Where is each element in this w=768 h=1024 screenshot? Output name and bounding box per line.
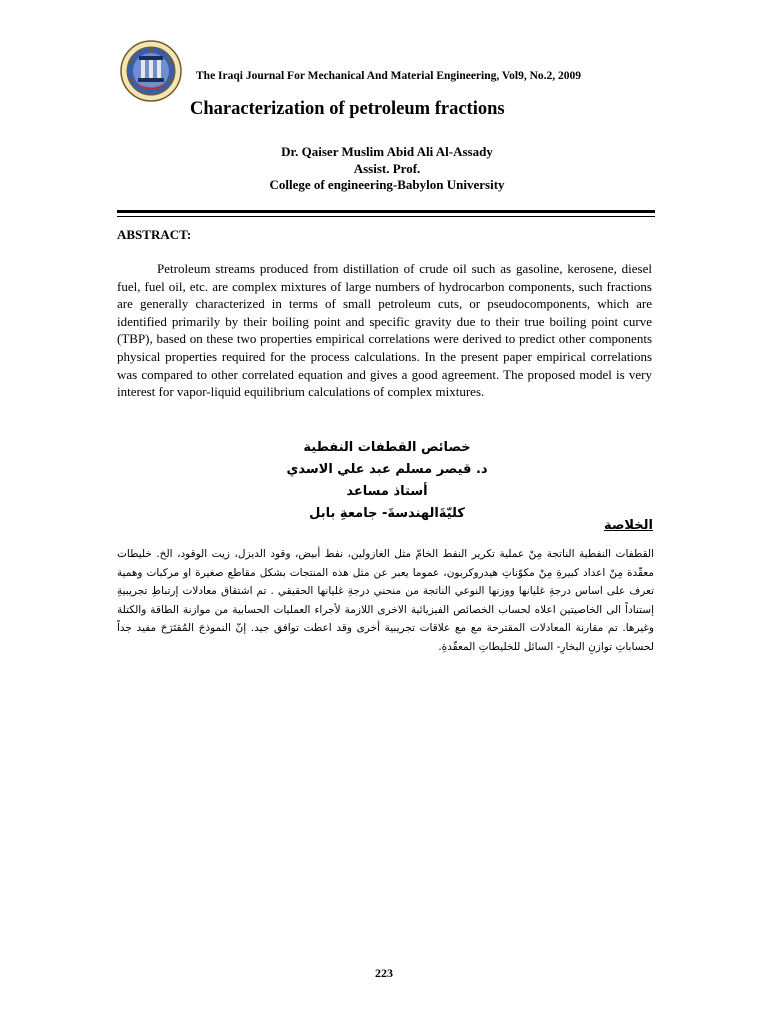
paper-title: Characterization of petroleum fractions — [190, 99, 505, 119]
arabic-affiliation: كليّةَالهندسةَ- جامعةِ بابل — [309, 506, 465, 521]
arabic-position: أستاذ مساعد — [346, 484, 428, 499]
arabic-summary-text: القطفات النفطية الناتجة مِنْ عملية تكرير النفط الخامّ مثل الغازولين، نفط أبيض، وقود الديزل، زيت الوقود، الخ. خليطات معقّدة مِنْ اعداد كبيرةِ مِنْ مكوّناتِ هيدروكربون، عموما يعبر عن مثل هذه المنتجات بشكل مقاطع صغيرة او مركبات وهمية تعرف على اساس درجةِ غليانها ووزنها النوعي الناتجة من منحني درجةِ غليانها الحقيقي . تم اشتقاق معادلات إرتباطِ تجريبيةِ إستناداً الى الخاصيتين اعلاه لحساب الخصائص الفيزيائية الاخرى اللازمة لأجراء العمليات الحسابية من موازنة الطاقة والكتلة وغيرها. تم مقارنة المعادلات المقترحة مع مع علاقات تجريبية أخرى وقد اعطت توافق جيد. إنّ النموذجَ المُقتَرَحَ مفيد جداً لحساباتِ توازنِ البخارِ- السائل للخليطاتِ المعقّدةِ. — [117, 548, 654, 653]
university-seal-logo-icon — [120, 40, 182, 102]
page-number: 223 — [375, 966, 393, 980]
arabic-author: د. قيصر مسلم عبد علي الاسدي — [286, 462, 488, 477]
author-block — [117, 144, 657, 194]
journal-header: The Iraqi Journal For Mechanical And Material Engineering, Vol9, No.2, 2009 — [196, 70, 582, 82]
arabic-title: خصائص القطفات النفطية — [303, 440, 471, 455]
header-divider-thick — [117, 210, 655, 213]
abstract-heading: ABSTRACT: — [117, 227, 192, 242]
abstract-text: Petroleum streams produced from distillation of crude oil such as gasoline, kerosene, diesel fuel, fuel oil, etc. are complex mixtures of large numbers of hydrocarbon components, such fractions are generally characterized in terms of small petroleum cuts, or pseudocomponents, which are identified primarily by their boiling point and specific gravity due to their true boiling point curve (TBP), based on these two properties empirical correlations were derived to predict other components physical properties required for the process calculations. In the present paper empirical correlations was compared to other correlated equation and gives a good agreement. The proposed model is very interest for vapor-liquid equilibrium calculations of complex mixtures. — [117, 261, 652, 400]
header-divider-thin — [117, 216, 655, 217]
author-affiliation: College of engineering-Babylon University — [269, 177, 505, 192]
author-position: Assist. Prof. — [353, 160, 421, 176]
arabic-title-block — [117, 437, 657, 525]
author-name: Dr. Qaiser Muslim Abid Ali Al-Assady — [281, 144, 493, 159]
arabic-summary-heading: الخلاصة — [603, 518, 653, 533]
